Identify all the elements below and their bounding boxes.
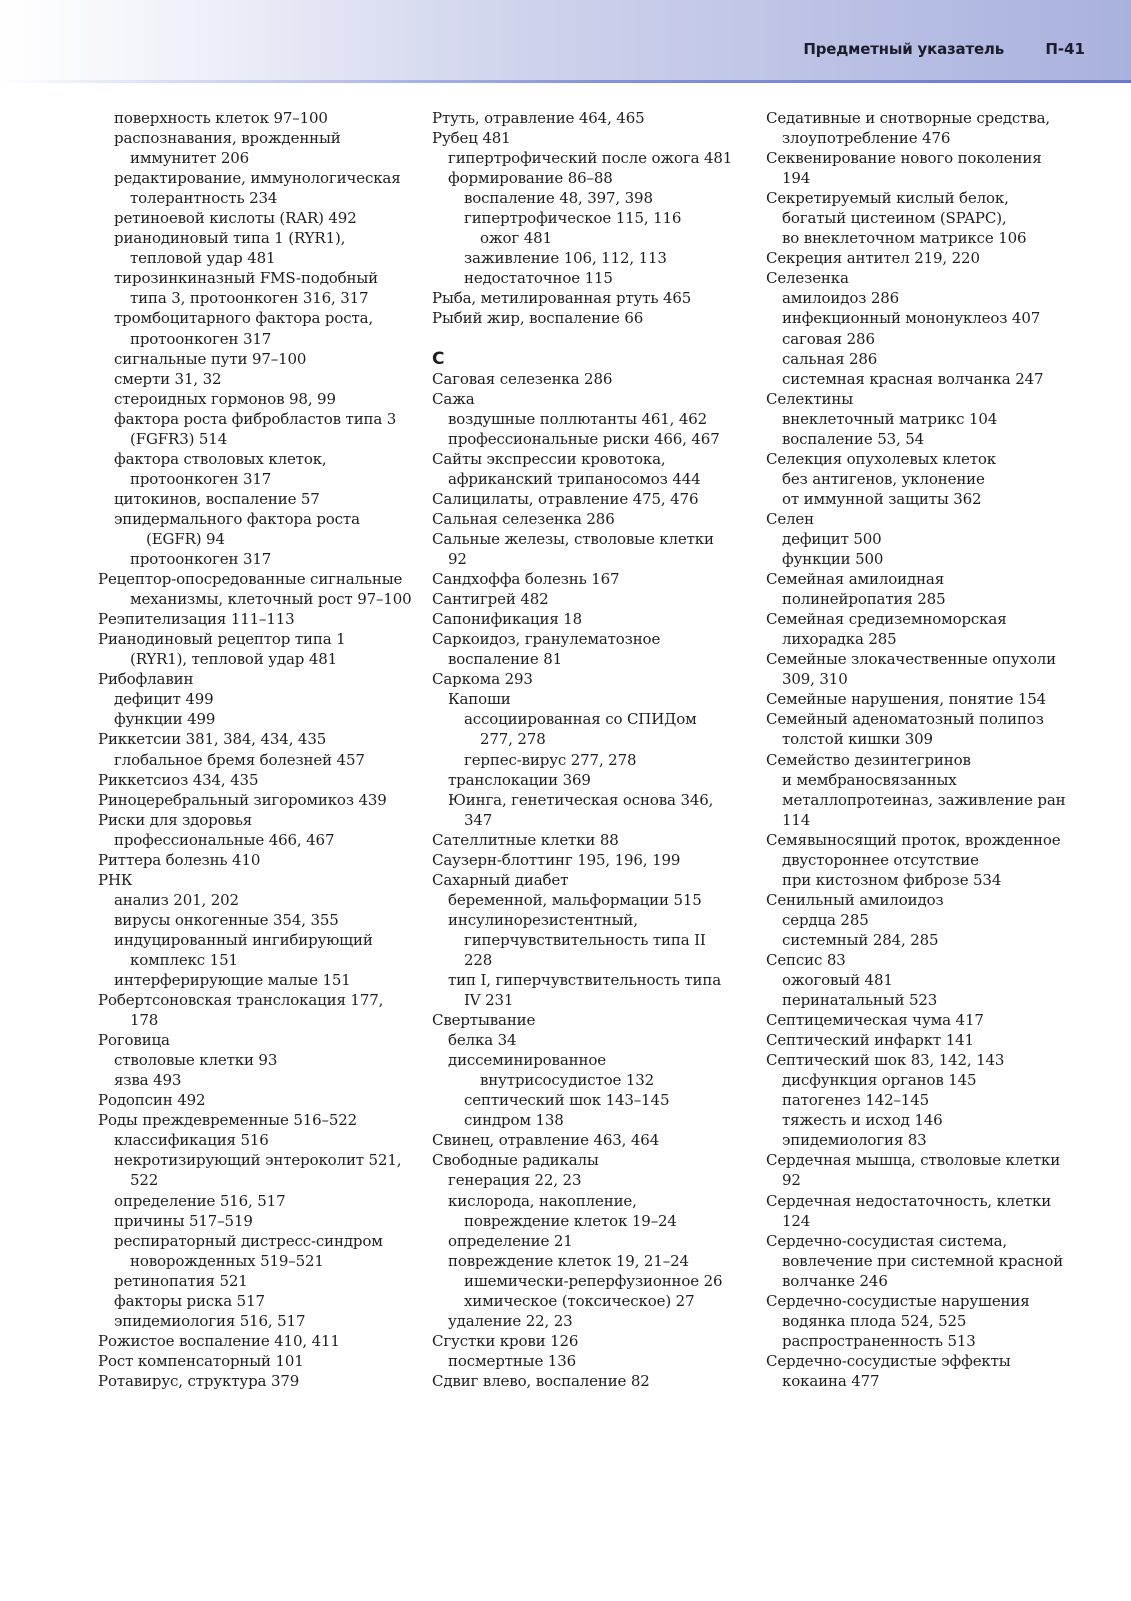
index-subentry: тирозинкиназный FMS-подобный bbox=[114, 269, 379, 288]
index-subentry: ишемически-реперфузионное 26 bbox=[464, 1271, 723, 1290]
index-subentry: дефицит 499 bbox=[114, 690, 214, 709]
index-entry: Свинец, отравление 463, 464 bbox=[432, 1131, 660, 1150]
index-subentry: беременной, мальформации 515 bbox=[448, 890, 702, 909]
index-subentry: язва 493 bbox=[114, 1071, 182, 1090]
index-subentry: 114 bbox=[782, 810, 811, 829]
index-entry: Сердечно-сосудистая система, bbox=[766, 1231, 1008, 1250]
index-subentry: внутрисосудистое 132 bbox=[480, 1071, 655, 1090]
index-entry: Сенильный амилоидоз bbox=[766, 890, 944, 909]
index-subentry: IV 231 bbox=[464, 991, 514, 1010]
index-subentry: эпидермального фактора роста bbox=[114, 509, 360, 528]
index-subentry: 92 bbox=[448, 550, 467, 569]
index-subentry: химическое (токсическое) 27 bbox=[464, 1291, 695, 1310]
index-subentry: патогенез 142–145 bbox=[782, 1091, 930, 1110]
index-subentry: воспаление 48, 397, 398 bbox=[464, 189, 653, 208]
index-subentry: формирование 86–88 bbox=[448, 169, 613, 188]
index-subentry: распространенность 513 bbox=[782, 1331, 976, 1350]
index-subentry: генерация 22, 23 bbox=[448, 1171, 582, 1190]
index-entry: Рибофлавин bbox=[98, 670, 194, 689]
index-subentry: факторы риска 517 bbox=[114, 1291, 265, 1310]
index-subentry: комплекс 151 bbox=[130, 950, 238, 969]
header-rule bbox=[0, 80, 1131, 83]
index-entry: Рыба, метилированная ртуть 465 bbox=[432, 289, 692, 308]
index-subentry: 277, 278 bbox=[480, 730, 546, 749]
index-entry: Риноцеребральный зигоромикоз 439 bbox=[98, 790, 387, 809]
index-entry: Роды преждевременные 516–522 bbox=[98, 1111, 358, 1130]
index-subentry: гиперчувствительность типа II bbox=[464, 930, 706, 949]
index-entry: Робертсоновская транслокация 177, bbox=[98, 991, 384, 1010]
index-subentry: заживление 106, 112, 113 bbox=[464, 249, 667, 268]
index-subentry: повреждение клеток 19–24 bbox=[464, 1211, 677, 1230]
index-entry: Сальные железы, стволовые клетки bbox=[432, 529, 714, 548]
index-subentry: вирусы онкогенные 354, 355 bbox=[114, 910, 339, 929]
index-subentry: воспаление 81 bbox=[448, 650, 562, 669]
index-subentry: ретиноевой кислоты (RAR) 492 bbox=[114, 209, 357, 228]
index-subentry: протоонкоген 317 bbox=[130, 329, 272, 348]
index-entry: Сахарный диабет bbox=[432, 870, 569, 889]
index-subentry: воспаление 53, 54 bbox=[782, 429, 925, 448]
index-subentry: ретинопатия 521 bbox=[114, 1271, 248, 1290]
index-subentry: профессиональные 466, 467 bbox=[114, 830, 335, 849]
index-subentry: вовлечение при системной красной bbox=[782, 1251, 1064, 1270]
index-subentry: транслокации 369 bbox=[448, 770, 591, 789]
index-entry: Сердечно-сосудистые эффекты bbox=[766, 1351, 1011, 1370]
running-header-title: Предметный указатель bbox=[803, 40, 1004, 58]
index-subentry: ожог 481 bbox=[480, 229, 552, 248]
index-subentry: во внеклеточном матриксе 106 bbox=[782, 229, 1027, 248]
index-entry: Родопсин 492 bbox=[98, 1091, 206, 1110]
index-entry: Свертывание bbox=[432, 1011, 536, 1030]
index-subentry: герпес-вирус 277, 278 bbox=[464, 750, 637, 769]
index-subentry: эпидемиология 83 bbox=[782, 1131, 927, 1150]
index-subentry: полинейропатия 285 bbox=[782, 590, 946, 609]
index-subentry: от иммунной защиты 362 bbox=[782, 489, 982, 508]
index-subentry: африканский трипаносомоз 444 bbox=[448, 469, 701, 488]
index-entry: Риккетсии 381, 384, 434, 435 bbox=[98, 730, 327, 749]
index-subentry: системный 284, 285 bbox=[782, 930, 939, 949]
index-subentry: двустороннее отсутствие bbox=[782, 850, 979, 869]
index-subentry: повреждение клеток 19, 21–24 bbox=[448, 1251, 689, 1270]
index-subentry: богатый цистеином (SPAPC), bbox=[782, 209, 1007, 228]
index-entry: Сальная селезенка 286 bbox=[432, 509, 615, 528]
index-entry: Роговица bbox=[98, 1031, 170, 1050]
index-entry: Сепсис 83 bbox=[766, 950, 846, 969]
index-subentry: (FGFR3) 514 bbox=[130, 429, 228, 448]
index-subentry: посмертные 136 bbox=[448, 1351, 576, 1370]
index-subentry: причины 517–519 bbox=[114, 1211, 253, 1230]
index-subentry: распознавания, врожденный bbox=[114, 129, 341, 148]
index-subentry: функции 499 bbox=[114, 710, 216, 729]
index-subentry: синдром 138 bbox=[464, 1111, 564, 1130]
index-entry bbox=[432, 329, 748, 349]
index-subentry: стероидных гормонов 98, 99 bbox=[114, 389, 336, 408]
index-subentry: функции 500 bbox=[782, 550, 884, 569]
index-subentry: эпидемиология 516, 517 bbox=[114, 1311, 306, 1330]
index-entry: Селектины bbox=[766, 389, 854, 408]
index-subentry: стволовые клетки 93 bbox=[114, 1051, 278, 1070]
index-entry: Семейные злокачественные опухоли bbox=[766, 650, 1056, 669]
index-subentry: профессиональные риски 466, 467 bbox=[448, 429, 720, 448]
index-subentry: Капоши bbox=[448, 690, 511, 709]
index-entry: Селен bbox=[766, 509, 815, 528]
index-subentry: злоупотребление 476 bbox=[782, 129, 951, 148]
index-entry: РНК bbox=[98, 870, 133, 889]
index-subentry: гипертрофический после ожога 481 bbox=[448, 149, 733, 168]
index-subentry: определение 21 bbox=[448, 1231, 573, 1250]
index-entry: Рианодиновый рецептор типа 1 bbox=[98, 630, 346, 649]
index-entry: Саговая селезенка 286 bbox=[432, 369, 613, 388]
index-subentry: 194 bbox=[782, 169, 811, 188]
index-subentry: 124 bbox=[782, 1211, 811, 1230]
index-subentry: респираторный дистресс-синдром bbox=[114, 1231, 383, 1250]
index-subentry: цитокинов, воспаление 57 bbox=[114, 489, 320, 508]
index-subentry: (EGFR) 94 bbox=[146, 529, 225, 548]
index-entry: Сажа bbox=[432, 389, 475, 408]
index-subentry: некротизирующий энтероколит 521, bbox=[114, 1151, 402, 1170]
index-subentry: иммунитет 206 bbox=[130, 149, 250, 168]
index-subentry: интерферирующие малые 151 bbox=[114, 971, 351, 990]
index-subentry: сердца 285 bbox=[782, 910, 869, 929]
index-column-1 bbox=[98, 108, 418, 1391]
index-subentry: 92 bbox=[782, 1171, 801, 1190]
index-subentry: водянка плода 524, 525 bbox=[782, 1311, 967, 1330]
index-subentry: системная красная волчанка 247 bbox=[782, 369, 1044, 388]
index-subentry: 347 bbox=[464, 810, 493, 829]
index-subentry: амилоидоз 286 bbox=[782, 289, 900, 308]
index-subentry: Юинга, генетическая основа 346, bbox=[448, 790, 714, 809]
index-entry: Рожистое воспаление 410, 411 bbox=[98, 1331, 340, 1350]
index-subentry: волчанке 246 bbox=[782, 1271, 888, 1290]
index-entry: Семейный аденоматозный полипоз bbox=[766, 710, 1044, 729]
index-subentry: кислорода, накопление, bbox=[448, 1191, 637, 1210]
index-entry: Сгустки крови 126 bbox=[432, 1331, 579, 1350]
index-subentry: рианодиновый типа 1 (RYR1), bbox=[114, 229, 346, 248]
index-entry: Сердечная недостаточность, клетки bbox=[766, 1191, 1052, 1210]
index-subentry: кокаина 477 bbox=[782, 1371, 880, 1390]
index-subentry: инфекционный мононуклеоз 407 bbox=[782, 309, 1041, 328]
index-entry: Семейство дезинтегринов bbox=[766, 750, 971, 769]
index-subentry: перинатальный 523 bbox=[782, 991, 938, 1010]
index-subentry: диссеминированное bbox=[448, 1051, 606, 1070]
index-subentry: протоонкоген 317 bbox=[130, 469, 272, 488]
index-subentry: индуцированный ингибирующий bbox=[114, 930, 373, 949]
index-subentry: анализ 201, 202 bbox=[114, 890, 239, 909]
index-entry: Секретируемый кислый белок, bbox=[766, 189, 1009, 208]
index-entry: Риски для здоровья bbox=[98, 810, 253, 829]
index-subentry: внеклеточный матрикс 104 bbox=[782, 409, 998, 428]
index-subentry: ассоциированная со СПИДом bbox=[464, 710, 697, 729]
index-entry: Семейные нарушения, понятие 154 bbox=[766, 690, 1047, 709]
index-subentry: тяжесть и исход 146 bbox=[782, 1111, 943, 1130]
index-subentry: недостаточное 115 bbox=[464, 269, 613, 288]
index-entry: Септический шок 83, 142, 143 bbox=[766, 1051, 1005, 1070]
index-entry: Септический инфаркт 141 bbox=[766, 1031, 974, 1050]
index-entry: Сердечно-сосудистые нарушения bbox=[766, 1291, 1030, 1310]
index-entry: Семейная амилоидная bbox=[766, 570, 945, 589]
index-subentry: воздушные поллютанты 461, 462 bbox=[448, 409, 708, 428]
index-entry: Селекция опухолевых клеток bbox=[766, 449, 996, 468]
index-subentry: редактирование, иммунологическая bbox=[114, 169, 401, 188]
page-number: П-41 bbox=[1045, 40, 1085, 58]
index-entry: Реэпителизация 111–113 bbox=[98, 610, 295, 629]
index-subentry: 228 bbox=[464, 950, 493, 969]
index-entry: Ротавирус, структура 379 bbox=[98, 1371, 300, 1390]
index-entry: Секреция антител 219, 220 bbox=[766, 249, 980, 268]
index-subentry: толстой кишки 309 bbox=[782, 730, 933, 749]
index-subentry: фактора роста фибробластов типа 3 bbox=[114, 409, 397, 428]
index-entry: Сателлитные клетки 88 bbox=[432, 830, 619, 849]
index-subentry: тепловой удар 481 bbox=[130, 249, 276, 268]
index-column-2 bbox=[432, 108, 748, 1391]
index-subentry: саговая 286 bbox=[782, 329, 875, 348]
index-subentry: металлопротеиназ, заживление ран bbox=[782, 790, 1066, 809]
index-subentry: определение 516, 517 bbox=[114, 1191, 286, 1210]
index-column-3 bbox=[766, 108, 1086, 1391]
index-entry: Семейная средиземноморская bbox=[766, 610, 1007, 629]
index-subentry: сальная 286 bbox=[782, 349, 878, 368]
index-subentry: 178 bbox=[130, 1011, 159, 1030]
index-entry: Седативные и снотворные средства, bbox=[766, 109, 1051, 127]
index-entry: Рыбий жир, воспаление 66 bbox=[432, 309, 644, 328]
index-subentry: классификация 516 bbox=[114, 1131, 269, 1150]
index-entry: Рост компенсаторный 101 bbox=[98, 1351, 304, 1370]
index-entry: Сайты экспрессии кровотока, bbox=[432, 449, 666, 468]
index-subentry: без антигенов, уклонение bbox=[782, 469, 985, 488]
index-subentry: септический шок 143–145 bbox=[464, 1091, 670, 1110]
index-entry: Сдвиг влево, воспаление 82 bbox=[432, 1371, 650, 1390]
index-subentry: протоонкоген 317 bbox=[130, 550, 272, 569]
index-subentry: гипертрофическое 115, 116 bbox=[464, 209, 682, 228]
index-subentry: глобальное бремя болезней 457 bbox=[114, 750, 365, 769]
index-entry: Сердечная мышца, стволовые клетки bbox=[766, 1151, 1061, 1170]
index-entry: Свободные радикалы bbox=[432, 1151, 599, 1170]
index-entry: Саркоидоз, гранулематозное bbox=[432, 630, 661, 649]
index-subentry: типа 3, протоонкоген 316, 317 bbox=[130, 289, 369, 308]
index-section-letter: С bbox=[432, 348, 445, 369]
index-subentry: ожоговый 481 bbox=[782, 971, 893, 990]
index-subentry: механизмы, клеточный рост 97–100 bbox=[130, 590, 412, 609]
index-subentry: белка 34 bbox=[448, 1031, 517, 1050]
index-entry: Рубец 481 bbox=[432, 129, 511, 148]
index-subentry: лихорадка 285 bbox=[782, 630, 897, 649]
index-subentry: дефицит 500 bbox=[782, 529, 882, 548]
index-subentry: тип I, гиперчувствительность типа bbox=[448, 971, 722, 990]
index-subentry: инсулинорезистентный, bbox=[448, 910, 638, 929]
index-subentry: и мембраносвязанных bbox=[782, 770, 957, 789]
index-subentry: (RYR1), тепловой удар 481 bbox=[130, 650, 338, 669]
index-entry: Риккетсиоз 434, 435 bbox=[98, 770, 259, 789]
index-entry: Саузерн-блоттинг 195, 196, 199 bbox=[432, 850, 681, 869]
index-entry: Сантигрей 482 bbox=[432, 590, 549, 609]
index-entry: Селезенка bbox=[766, 269, 849, 288]
index-subentry: сигнальные пути 97–100 bbox=[114, 349, 307, 368]
index-subentry: поверхность клеток 97–100 bbox=[114, 109, 328, 127]
index-subentry: тромбоцитарного фактора роста, bbox=[114, 309, 374, 328]
index-entry: Рецептор-опосредованные сигнальные bbox=[98, 570, 403, 589]
index-subentry: толерантность 234 bbox=[130, 189, 278, 208]
index-entry: Ртуть, отравление 464, 465 bbox=[432, 109, 645, 127]
index-subentry: 522 bbox=[130, 1171, 159, 1190]
index-entry: Септицемическая чума 417 bbox=[766, 1011, 984, 1030]
index-subentry: смерти 31, 32 bbox=[114, 369, 222, 388]
index-subentry: 309, 310 bbox=[782, 670, 848, 689]
index-subentry: дисфункция органов 145 bbox=[782, 1071, 977, 1090]
index-entry: Сандхоффа болезнь 167 bbox=[432, 570, 620, 589]
index-entry: Семявыносящий проток, врожденное bbox=[766, 830, 1061, 849]
index-entry: Риттера болезнь 410 bbox=[98, 850, 261, 869]
index-subentry: удаление 22, 23 bbox=[448, 1311, 573, 1330]
index-subentry: новорожденных 519–521 bbox=[130, 1251, 324, 1270]
index-entry: Сапонификация 18 bbox=[432, 610, 583, 629]
index-subentry: фактора стволовых клеток, bbox=[114, 449, 327, 468]
index-entry: Секвенирование нового поколения bbox=[766, 149, 1042, 168]
index-entry: Салицилаты, отравление 475, 476 bbox=[432, 489, 699, 508]
index-subentry: при кистозном фиброзе 534 bbox=[782, 870, 1002, 889]
index-entry: Саркома 293 bbox=[432, 670, 533, 689]
